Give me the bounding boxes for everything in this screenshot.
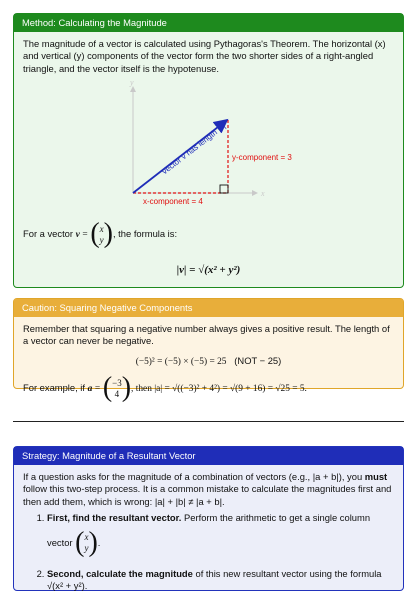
strategy-title: Strategy: Magnitude of a Resultant Vector [14,447,403,465]
caution-body [14,317,403,413]
strategy-intro: If a question asks for the magnitude of a combination of vectors (e.g., |a + b|), you must follow this two-step process. It is a common mistake to calculate the magnitudes first and then add them, which is wrong: |a| + |b| ≠ |a + b|. [23,471,392,507]
formula-lead: For a vector v = (x y), the formula is: [23,216,394,253]
method-box [13,13,404,288]
vector-label: Vector v has length |v| [159,121,228,177]
column-vector-xy: (x y) [90,218,113,250]
vector-a-symbol: a [87,384,93,395]
y-component-label: y-component = 3 [232,153,292,163]
y-axis-label: y [130,78,134,88]
column-vector-a: (−3 4) [102,372,132,404]
caution-intro: Remember that squaring a negative number always gives a positive result. The length of a vector can never be negative. [23,323,390,347]
vector-v-symbol: v [75,230,80,241]
strategy-box [13,446,404,591]
right-angle-marker [220,185,228,193]
x-component-label: x-component = 4 [143,197,203,207]
strategy-body [14,465,403,604]
method-intro: The magnitude of a vector is calculated using Pythagoras's Theorem. The horizontal (x) and vertical (y) components of the vector form the two shorter sides of a right-angled triangle, and the vector itself is the hypotenuse. [23,38,386,74]
caution-title: Caution: Squaring Negative Components [14,299,403,317]
x-axis-label: x [261,189,265,199]
caution-equation: (−5)² = (−5) × (−5) = 25 (NOT − 25) [135,354,282,367]
divider [13,421,404,422]
strategy-step-2: 2. Second, calculate the magnitude of this new resultant vector using the formula √(x² + y²). [47,568,394,593]
caution-box [13,298,404,404]
strategy-steps [23,512,394,592]
column-vector-result: (x y) [75,526,98,558]
caution-example: For example, if a = (−3 4), then |a| = √((−3)² + 4²) = √(9 + 16) = √25 = 5. [23,370,394,407]
method-title: Method: Calculating the Magnitude [14,14,403,32]
magnitude-formula: |v| = √(x² + y²) [176,264,241,277]
method-body [14,32,403,284]
vector-diagram [23,79,396,214]
strategy-step-1: 1. First, find the resultant vector. Perform the arithmetic to get a single column vector (x y). [47,512,394,561]
